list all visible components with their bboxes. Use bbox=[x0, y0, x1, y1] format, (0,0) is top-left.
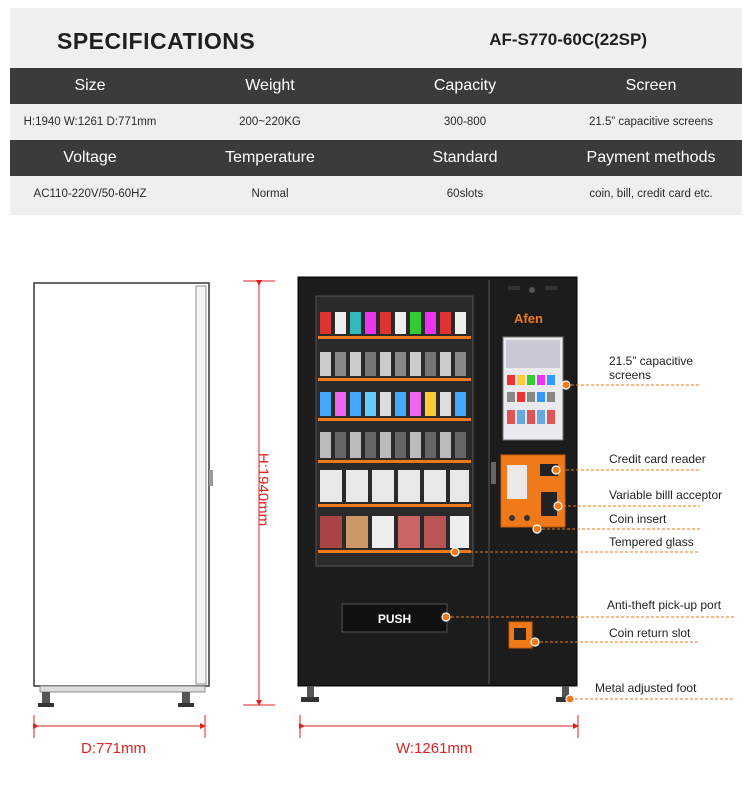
spec-label-weight: Weight bbox=[245, 77, 295, 94]
model-number: AF-S770-60C(22SP) bbox=[489, 30, 647, 49]
callout-coin-return: Coin return slot bbox=[609, 626, 691, 640]
spec-value-voltage: AC110-220V/50-60HZ bbox=[33, 188, 147, 200]
side-view bbox=[34, 283, 213, 707]
depth-dimension-label: D:771mm bbox=[81, 740, 147, 757]
callout-bill-acceptor: Variable billl acceptor bbox=[609, 488, 723, 502]
height-dimension-label: H:1940mm bbox=[254, 452, 272, 527]
callout-screen: 21.5” capacitive screens bbox=[609, 354, 694, 382]
spec-value-screen: 21.5” capacitive screens bbox=[588, 116, 713, 128]
spec-label-standard: Standard bbox=[432, 149, 498, 166]
spec-label-screen: Screen bbox=[625, 77, 677, 94]
callout-card-reader: Credit card reader bbox=[609, 452, 706, 466]
spec-value-standard: 60slots bbox=[446, 188, 484, 200]
spec-value-payment: coin, bill, credit card etc. bbox=[589, 188, 713, 200]
callout-coin-insert: Coin insert bbox=[609, 512, 667, 526]
spec-label-size: Size bbox=[74, 77, 106, 94]
spec-title: SPECIFICATIONS bbox=[57, 28, 256, 54]
push-label: PUSH bbox=[377, 612, 412, 626]
spec-value-temperature: Normal bbox=[251, 188, 289, 200]
spec-label-payment: Payment methods bbox=[586, 149, 716, 166]
spec-label-voltage: Voltage bbox=[63, 149, 117, 166]
spec-value-weight: 200~220KG bbox=[239, 116, 301, 128]
callout-pickup-port: Anti-theft pick-up port bbox=[607, 598, 722, 612]
width-dimension-label: W:1261mm bbox=[396, 740, 473, 757]
spec-label-temperature: Temperature bbox=[225, 149, 315, 166]
spec-label-capacity: Capacity bbox=[433, 77, 497, 94]
callout-adjusted-foot: Metal adjusted foot bbox=[595, 681, 697, 695]
callout-tempered-glass: Tempered glass bbox=[609, 535, 694, 549]
spec-value-capacity: 300-800 bbox=[443, 116, 487, 128]
brand-logo: Afen bbox=[514, 311, 543, 326]
spec-value-size: H:1940 W:1261 D:771mm bbox=[23, 116, 157, 128]
